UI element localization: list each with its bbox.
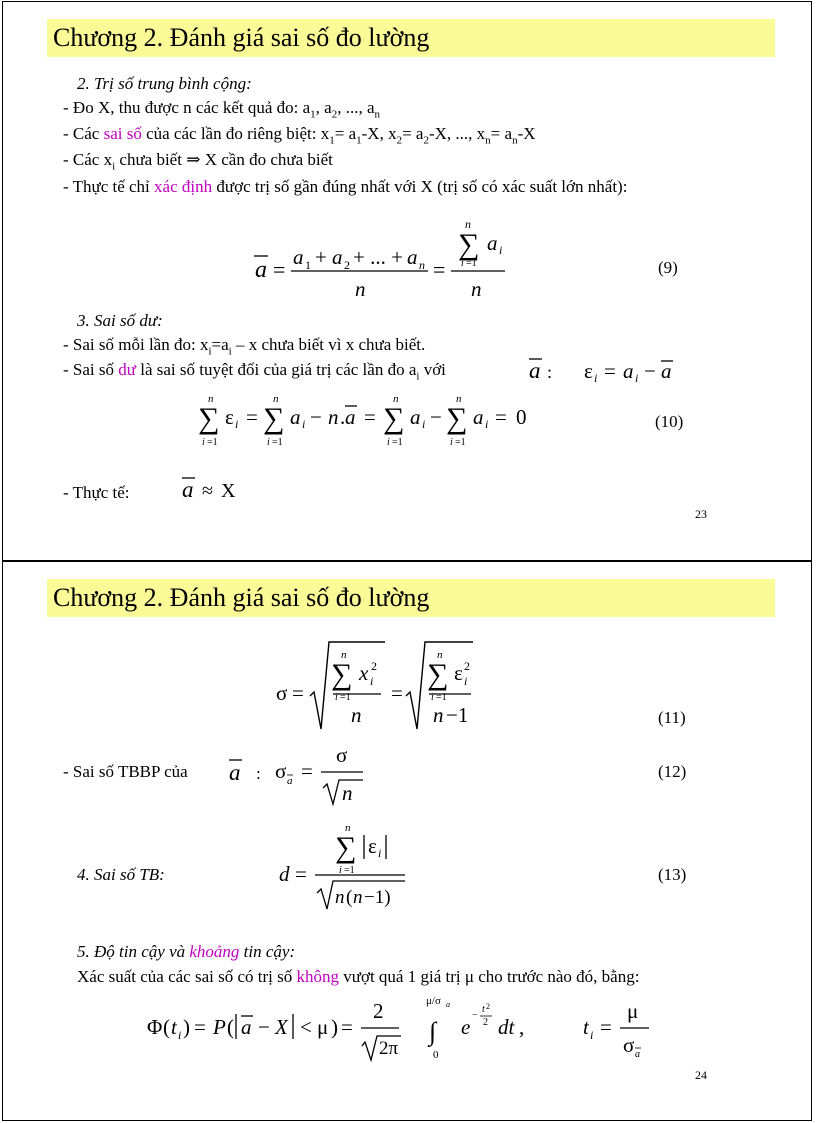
- svg-text:−: −: [430, 405, 442, 429]
- svg-text:i: i: [590, 1028, 594, 1042]
- svg-text:∑: ∑: [458, 228, 480, 261]
- svg-text:n: n: [355, 277, 366, 301]
- line-residual: - Sai số dư là sai số tuyệt đối của giá trị các lần đo $a_i$ với: [63, 360, 446, 383]
- svg-text:=: =: [391, 681, 403, 705]
- svg-text:ε: ε: [584, 359, 593, 383]
- equation-13: [273, 817, 423, 913]
- svg-text:n: n: [345, 822, 351, 834]
- line-practice: - Thực tế chỉ xác định được trị số gần đúng nhất với X (trị số có xác suất lớn nhất):: [63, 177, 628, 196]
- svg-text:a: a: [241, 1015, 252, 1039]
- svg-text:μ: μ: [317, 1015, 329, 1039]
- svg-text:n: n: [351, 703, 362, 727]
- svg-text:t: t: [583, 1015, 589, 1039]
- svg-text:a: a: [287, 775, 293, 787]
- equation-11: [273, 634, 483, 734]
- svg-text:∑: ∑: [446, 402, 468, 435]
- svg-text:≈: ≈: [202, 480, 213, 502]
- svg-text:n: n: [433, 703, 444, 727]
- svg-text:σ: σ: [276, 681, 288, 705]
- svg-text:=1: =1: [340, 692, 351, 703]
- svg-text:2: 2: [373, 999, 384, 1023]
- svg-text:=: =: [301, 759, 313, 783]
- svg-text:(: (: [163, 1015, 170, 1039]
- svg-text:μ/σ: μ/σ: [426, 995, 441, 1007]
- residual-formula: [527, 354, 687, 386]
- equation-number-11: (11): [658, 708, 686, 727]
- svg-text:∑: ∑: [427, 658, 449, 691]
- svg-text:i: i: [378, 846, 382, 860]
- svg-text:+ ... +: + ... +: [353, 245, 403, 269]
- svg-text:∑: ∑: [198, 402, 220, 435]
- svg-text:<: <: [300, 1015, 312, 1039]
- svg-text:ε: ε: [454, 661, 463, 685]
- svg-text:a: a: [487, 231, 498, 255]
- svg-text:1: 1: [305, 258, 311, 272]
- equation-number-12: (12): [658, 762, 687, 781]
- svg-text:dt: dt: [498, 1015, 515, 1039]
- svg-text:e: e: [461, 1015, 471, 1039]
- svg-text:a: a: [446, 1000, 450, 1009]
- svg-text:i: i: [202, 437, 205, 448]
- svg-text:a: a: [293, 245, 304, 269]
- svg-text:=: =: [292, 681, 304, 705]
- svg-text:=: =: [604, 359, 616, 383]
- svg-text:=: =: [364, 405, 376, 429]
- svg-text:∑: ∑: [335, 831, 357, 864]
- svg-text:n: n: [208, 393, 214, 405]
- svg-text:a: a: [623, 359, 634, 383]
- slide-title: Chương 2. Đánh giá sai số đo lường: [53, 23, 430, 52]
- title-bar: [47, 579, 775, 617]
- svg-text:a: a: [255, 257, 267, 283]
- section-heading-confidence: 5. Độ tin cậy và khoảng tin cậy:: [77, 942, 296, 961]
- line-individual-errors: - Các sai số của các lần đo riêng biệt: $x_1= a_1-X$, $x_2= a_2-X$, ..., $x_n= a_n-X$: [63, 124, 536, 147]
- svg-text:i: i: [431, 692, 434, 703]
- svg-text:i: i: [302, 417, 306, 431]
- svg-text:a: a: [290, 405, 301, 429]
- svg-text:a: a: [661, 359, 672, 383]
- svg-text:i: i: [461, 258, 464, 269]
- svg-text:−: −: [310, 405, 322, 429]
- slide-title: Chương 2. Đánh giá sai số đo lường: [53, 583, 430, 612]
- equation-10: [188, 390, 548, 452]
- svg-text:σ: σ: [275, 759, 287, 783]
- svg-text:d: d: [279, 862, 290, 886]
- svg-text:n: n: [328, 405, 339, 429]
- svg-text:i: i: [635, 371, 639, 385]
- svg-text:2: 2: [486, 1002, 490, 1011]
- svg-text:=1: =1: [466, 258, 477, 269]
- svg-text:X: X: [275, 1015, 288, 1039]
- svg-text:a: a: [182, 477, 194, 502]
- svg-text:n: n: [465, 217, 471, 231]
- svg-text:=: =: [273, 257, 286, 282]
- svg-text:2: 2: [344, 258, 350, 272]
- svg-text:n: n: [342, 781, 353, 805]
- line-each-error: - Sai số mỗi lần đo: $x_i=a_i - x$ chưa biết vì x chưa biết.: [63, 335, 426, 358]
- svg-text:a: a: [332, 245, 343, 269]
- svg-text:a: a: [407, 245, 418, 269]
- svg-text:=: =: [295, 862, 307, 886]
- svg-text:ε: ε: [225, 405, 234, 429]
- svg-text:2: 2: [464, 659, 470, 673]
- svg-text:=1: =1: [436, 692, 447, 703]
- svg-text:n: n: [419, 258, 425, 272]
- svg-text:t: t: [482, 1004, 485, 1015]
- svg-text:i: i: [335, 692, 338, 703]
- svg-text:i: i: [450, 437, 453, 448]
- svg-text:x: x: [359, 661, 369, 685]
- svg-text:0: 0: [433, 1049, 439, 1061]
- svg-text:=: =: [495, 405, 507, 429]
- svg-text:i: i: [178, 1028, 182, 1042]
- svg-text:−1: −1: [446, 703, 469, 727]
- svg-text:n: n: [456, 393, 462, 405]
- svg-text:.: .: [340, 405, 346, 429]
- svg-text:a: a: [473, 405, 484, 429]
- svg-text:−: −: [258, 1015, 270, 1039]
- svg-text:n: n: [273, 393, 279, 405]
- line-practical: - Thực tế:: [63, 483, 130, 502]
- svg-text:=1: =1: [207, 437, 218, 448]
- svg-text:=1: =1: [455, 437, 466, 448]
- svg-text:i: i: [464, 674, 468, 688]
- svg-text:a: a: [529, 358, 541, 383]
- svg-text:(: (: [346, 887, 353, 908]
- section-heading-mean: 2. Trị số trung bình cộng:: [77, 74, 252, 93]
- svg-text:i: i: [267, 437, 270, 448]
- svg-text:n: n: [353, 887, 363, 908]
- svg-text:n: n: [341, 649, 347, 661]
- equation-number-10: (10): [655, 412, 684, 431]
- svg-text:=: =: [246, 405, 258, 429]
- svg-text:n: n: [437, 649, 443, 661]
- svg-text:−: −: [644, 359, 656, 383]
- svg-text:∑: ∑: [331, 658, 353, 691]
- svg-text:): ): [183, 1015, 190, 1039]
- svg-text:=: =: [600, 1015, 612, 1039]
- svg-text::: :: [256, 764, 261, 783]
- equation-number-9: (9): [658, 258, 678, 277]
- slide-24: [2, 561, 812, 1121]
- line-measurements: - Đo X, thu được n các kết quả đo: $a_1$, $a_2$, ..., $a_n$: [63, 98, 380, 121]
- svg-text:=1: =1: [344, 865, 355, 876]
- svg-text:t: t: [171, 1015, 177, 1039]
- line-unknown: - Các $x_i$ chưa biết ⇒ X cần đo chưa biết: [63, 150, 333, 173]
- svg-text:(: (: [227, 1015, 234, 1039]
- svg-text:−1): −1): [364, 887, 391, 908]
- approx-formula: [178, 472, 248, 504]
- section-heading-avg: 4. Sai số TB:: [77, 865, 165, 884]
- svg-text:∑: ∑: [383, 402, 405, 435]
- svg-text:0: 0: [516, 405, 527, 429]
- slide-23: [2, 1, 812, 561]
- svg-text:a: a: [229, 760, 241, 785]
- line-tbbp: - Sai số TBBP của: [63, 762, 188, 781]
- svg-text:i: i: [499, 243, 503, 257]
- svg-text:=1: =1: [272, 437, 283, 448]
- svg-text:i: i: [485, 417, 489, 431]
- svg-text:=: =: [341, 1015, 353, 1039]
- svg-text:Φ: Φ: [147, 1015, 163, 1039]
- page-number: 24: [695, 1068, 707, 1082]
- svg-text:i: i: [387, 437, 390, 448]
- svg-text:μ: μ: [627, 999, 639, 1023]
- line-probability: Xác suất của các sai số có trị số không vượt quá 1 giá trị μ cho trước nào đó, bằng:: [77, 967, 640, 986]
- svg-text:σ: σ: [336, 743, 348, 767]
- svg-text:a: a: [635, 1049, 640, 1060]
- svg-text:+: +: [315, 245, 327, 269]
- section-heading-residual: 3. Sai số dư:: [77, 311, 163, 330]
- svg-text:X: X: [221, 480, 236, 502]
- svg-text:,: ,: [519, 1015, 525, 1039]
- svg-text:ε: ε: [368, 834, 377, 858]
- equation-probability: [143, 990, 663, 1066]
- svg-text:i: i: [339, 865, 342, 876]
- svg-text:σ: σ: [623, 1033, 635, 1057]
- svg-text:∑: ∑: [263, 402, 285, 435]
- svg-text:=: =: [194, 1015, 206, 1039]
- svg-text:=1: =1: [392, 437, 403, 448]
- svg-text:i: i: [370, 674, 374, 688]
- svg-text:): ): [331, 1015, 338, 1039]
- svg-text:2π: 2π: [379, 1038, 399, 1059]
- equation-12: [223, 734, 383, 808]
- svg-text:=: =: [433, 257, 446, 282]
- svg-text:i: i: [422, 417, 426, 431]
- svg-text:n: n: [335, 887, 345, 908]
- svg-text::: :: [547, 362, 553, 382]
- svg-text:i: i: [594, 371, 598, 385]
- page-number: 23: [695, 507, 707, 521]
- svg-text:2: 2: [483, 1017, 488, 1028]
- equation-number-13: (13): [658, 865, 687, 884]
- svg-text:i: i: [235, 417, 239, 431]
- svg-text:−: −: [472, 1010, 478, 1021]
- svg-text:a: a: [345, 405, 356, 429]
- svg-text:∫: ∫: [429, 1017, 437, 1046]
- svg-text:2: 2: [371, 659, 377, 673]
- svg-text:n: n: [471, 277, 482, 301]
- svg-text:P: P: [213, 1015, 226, 1039]
- equation-9: [243, 214, 523, 304]
- svg-text:n: n: [393, 393, 399, 405]
- title-bar: [47, 19, 775, 57]
- svg-text:a: a: [410, 405, 421, 429]
